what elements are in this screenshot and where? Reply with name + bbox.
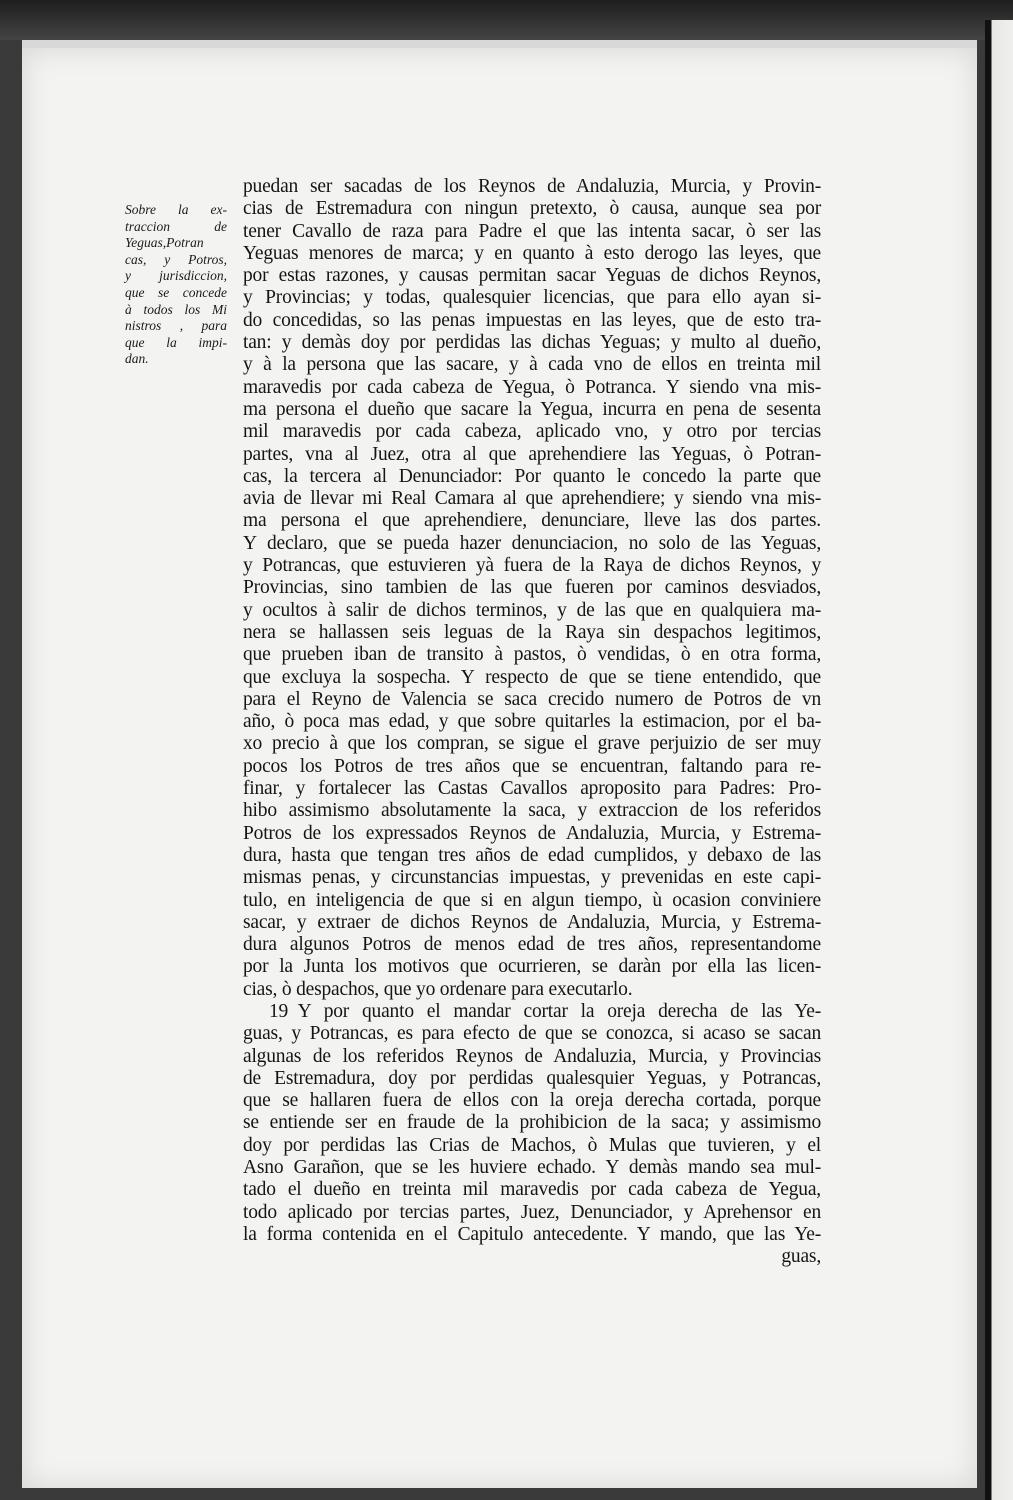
- margin-note-line: dan.: [125, 351, 149, 367]
- section-first-line: [243, 1001, 821, 1023]
- text-line: que excluya la sospecha. Y respecto de que se tiene entendido, que: [243, 666, 821, 688]
- text-line: Yeguas menores de marca; y en quanto à esto derogo las leyes, que: [243, 242, 821, 264]
- text-line: tener Cavallo de raza para Padre el que las intenta sacar, ò ser las: [243, 220, 821, 242]
- text-line: avia de llevar mi Real Camara al que aprehendiere; y siendo vna mis-: [243, 488, 821, 510]
- margin-note-line: Yeguas,Potran: [125, 235, 204, 251]
- text-line: ma persona el que aprehendiere, denunciare, lleve las dos partes.: [243, 510, 821, 532]
- text-line: puedan ser sacadas de los Reynos de Andaluzia, Murcia, y Provin-: [243, 176, 821, 197]
- text-line: ma persona el dueño que sacare la Yegua, incurra en pena de sesenta: [243, 398, 821, 420]
- text-line: pocos los Potros de tres años que se encuentran, faltando para re-: [243, 755, 821, 777]
- text-line: tan: y demàs doy por perdidas las dichas Yeguas; y multo al dueño,: [243, 332, 821, 354]
- text-line: tulo, en inteligencia de que si en algun tiempo, ù ocasion conviniere: [243, 889, 821, 911]
- text-line: doy por perdidas las Crias de Machos, ò Mulas que tuvieren, y el: [243, 1134, 821, 1156]
- text-line: que se hallaren fuera de ellos con la oreja derecha cortada, porque: [243, 1090, 821, 1112]
- margin-note-line: que se concede: [125, 284, 227, 300]
- text-line: todo aplicado por tercias partes, Juez, Denunciador, y Aprehensor en: [243, 1201, 821, 1223]
- text-line: cias de Estremadura con ningun pretexto, ò causa, aunque sea por: [243, 198, 821, 220]
- text-line: mil maravedis por cada cabeza, aplicado vno, y otro por tercias: [243, 421, 821, 443]
- catchword: guas,: [781, 1246, 821, 1268]
- margin-note-line: Sobre la ex-: [125, 202, 227, 217]
- text-line: finar, y fortalecer las Castas Cavallos aproposito para Padres: Pro-: [243, 778, 821, 800]
- text-line: por estas razones, y causas permitan sacar Yeguas de dichos Reynos,: [243, 265, 821, 287]
- text-line: y Potrancas, que estuvieren yà fuera de la Raya de dichos Reynos, y: [243, 555, 821, 577]
- text-line: do concedidas, so las penas impuestas en las leyes, que de esto tra-: [243, 309, 821, 331]
- margin-note-line: que la impi-: [125, 334, 227, 350]
- text-line: Y declaro, que se pueda hazer denunciacion, no solo de las Yeguas,: [243, 532, 821, 554]
- margin-note-line: y jurisdiccion,: [125, 268, 227, 284]
- section-line-text: Y por quanto el mandar cortar la oreja derecha de las Ye-: [297, 1000, 821, 1022]
- text-line: para el Reyno de Valencia se saca crecido numero de Potros de vn: [243, 688, 821, 710]
- margin-note-line: nistros , para: [125, 318, 227, 334]
- margin-note-line: à todos los Mi: [125, 301, 227, 317]
- text-line: algunas de los referidos Reynos de Andaluzia, Murcia, y Provincias: [243, 1045, 821, 1067]
- text-line: Provincias, sino tambien de las que fueren por caminos desviados,: [243, 577, 821, 599]
- text-line: y ocultos à salir de dichos terminos, y de las que en qualquiera ma-: [243, 599, 821, 621]
- text-line: por la Junta los motivos que ocurrieren, se daràn por ella las licen-: [243, 956, 821, 978]
- section-number: 19: [269, 1000, 298, 1022]
- text-line: que prueben iban de transito à pastos, ò vendidas, ò en otra forma,: [243, 644, 821, 666]
- text-line: partes, vna al Juez, otra al que aprehendiere las Yeguas, ò Potran-: [243, 443, 821, 465]
- margin-note-line: cas, y Potros,: [125, 251, 227, 267]
- text-line: xo precio à que los compran, se sigue el grave perjuizio de ser muy: [243, 733, 821, 755]
- text-line: nera se hallassen seis leguas de la Raya sin despachos legitimos,: [243, 621, 821, 643]
- text-line: Potros de los expressados Reynos de Andaluzia, Murcia, y Estrema-: [243, 822, 821, 844]
- text-line: Asno Garañon, que se les huviere echado. Y demàs mando sea mul-: [243, 1157, 821, 1179]
- text-line: se entiende ser en fraude de la prohibicion de la saca; y assimismo: [243, 1112, 821, 1134]
- text-line: hibo assimismo absolutamente la saca, y extraccion de los referidos: [243, 800, 821, 822]
- text-line: año, ò poca mas edad, y que sobre quitarles la estimacion, por el ba-: [243, 711, 821, 733]
- text-line: sacar, y extraer de dichos Reynos de Andaluzia, Murcia, y Estrema-: [243, 911, 821, 933]
- text-line: cas, la tercera al Denunciador: Por quanto le concedo la parte que: [243, 465, 821, 487]
- scan-top-edge: [0, 0, 1013, 40]
- text-line: tado el dueño en treinta mil maravedis por cada cabeza de Yegua,: [243, 1179, 821, 1201]
- text-line: guas, y Potrancas, es para efecto de que se conozca, si acaso se sacan: [243, 1023, 821, 1045]
- margin-note: [125, 202, 227, 368]
- text-line: maravedis por cada cabeza de Yegua, ò Potranca. Y siendo vna mis-: [243, 376, 821, 398]
- text-line: la forma contenida en el Capitulo antecedente. Y mando, que las Ye-: [243, 1223, 821, 1245]
- text-line: y à la persona que las sacare, y à cada vno de ellos en treinta mil: [243, 354, 821, 376]
- margin-note-line: traccion de: [125, 218, 227, 234]
- text-line: dura, hasta que tengan tres años de edad cumplidos, y debaxo de las: [243, 844, 821, 866]
- text-line: y Provincias; y todas, qualesquier licencias, que para ello ayan si-: [243, 287, 821, 309]
- text-line: mismas penas, y circunstancias impuestas, y prevenidas en este capi-: [243, 867, 821, 889]
- body-text: [243, 176, 821, 1269]
- text-line: cias, ò despachos, que yo ordenare para executarlo.: [243, 978, 633, 1000]
- adjacent-page-edge: [985, 20, 1013, 1500]
- text-line: dura algunos Potros de menos edad de tres años, representandome: [243, 934, 821, 956]
- text-line: de Estremadura, doy por perdidas qualesquier Yeguas, y Potrancas,: [243, 1067, 821, 1089]
